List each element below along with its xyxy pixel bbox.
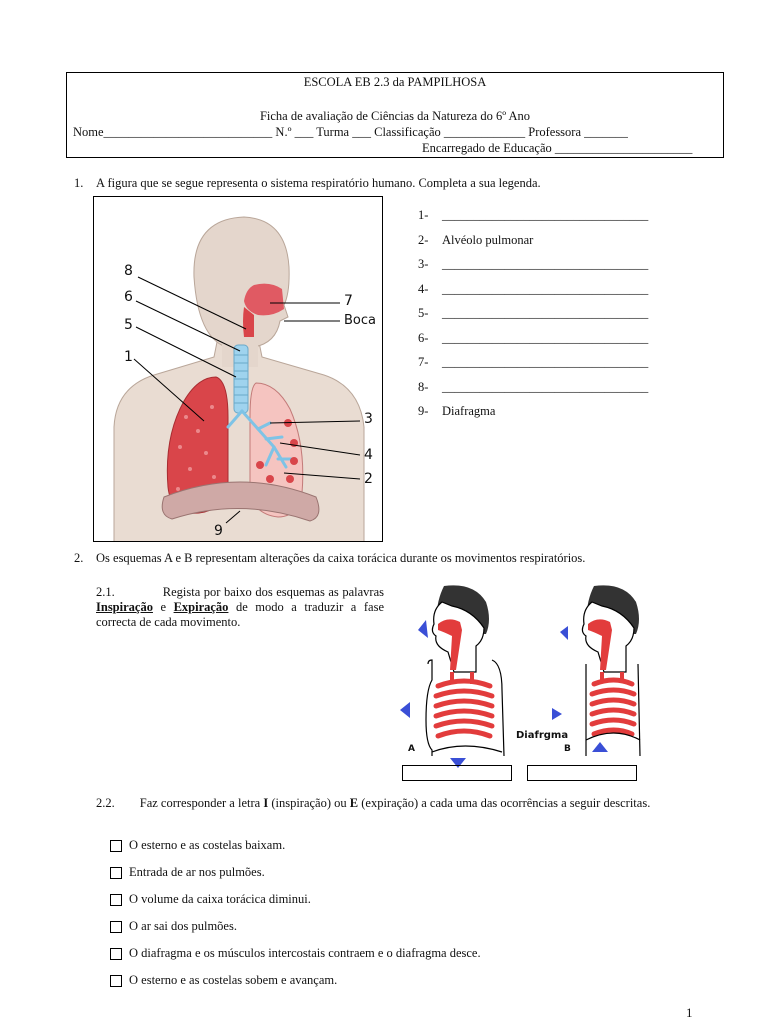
diagram-a-label: A <box>408 744 415 754</box>
checklist-item <box>110 919 237 934</box>
question-2-1-text-b: de modo a traduzir a fase correcta de cada movimento. <box>96 600 384 629</box>
legend-answer-line[interactable]: _________________________________ <box>442 281 649 296</box>
legend-answer-text: Alvéolo pulmonar <box>442 232 534 247</box>
figure-label-2: 2 <box>364 471 373 487</box>
header-box <box>66 72 724 158</box>
word-expiracao: Expiração <box>173 600 229 614</box>
legend-row <box>418 331 678 356</box>
diagram-a <box>400 585 504 768</box>
question-1-text: A figura que se segue representa o sistema respiratório humano. Completa a sua legenda. <box>96 176 541 190</box>
figure-label-8: 8 <box>124 263 133 279</box>
checklist-item <box>110 892 311 907</box>
figure-label-5: 5 <box>124 317 133 333</box>
legend-answer-line[interactable]: _________________________________ <box>442 208 649 222</box>
checklist-item <box>110 838 285 853</box>
figure-label-4: 4 <box>364 447 373 463</box>
legend-row <box>418 233 678 258</box>
question-2-1-number: 2.1. <box>96 585 115 599</box>
checkbox[interactable] <box>110 921 122 933</box>
legend-row <box>418 355 678 380</box>
figure-label-3: 3 <box>364 411 373 427</box>
legend-row <box>418 380 678 405</box>
checklist-item <box>110 946 481 961</box>
figure-label-7: 7 <box>344 293 353 309</box>
figure-label-6: 6 <box>124 289 133 305</box>
question-2-1-text-a: Regista por baixo dos esquemas as palavras <box>162 585 384 599</box>
legend-row <box>418 282 678 307</box>
answer-box-b[interactable] <box>527 765 637 781</box>
legend-number: 1- <box>418 208 429 222</box>
legend-answer-text: Diafragma <box>442 404 496 418</box>
question-2-2 <box>96 796 694 811</box>
breathing-diagrams-illustration <box>392 580 652 784</box>
legend-number: 8- <box>418 379 429 394</box>
checkbox[interactable] <box>110 975 122 987</box>
legend-answer-line[interactable]: _________________________________ <box>442 355 649 369</box>
legend-number: 9- <box>418 404 429 418</box>
diagram-b-label: B <box>564 744 571 754</box>
question-2-1 <box>96 585 384 630</box>
question-2-2-number: 2.2. <box>96 796 115 810</box>
page-number: 1 <box>686 1005 693 1020</box>
student-fields-line: Nome___________________________ N.º ___ Turma ___ Classificação _____________ Professora _______ <box>73 125 628 139</box>
legend-number: 4- <box>418 281 429 296</box>
figure-label-boca: Boca <box>344 313 376 328</box>
question-2-2-text-a: Faz corresponder a letra <box>139 796 264 810</box>
question-2-2-text-c: (expiração) a cada uma das ocorrências a seguir descritas. <box>358 796 651 810</box>
checklist-item-text: O volume da caixa torácica diminui. <box>129 892 311 906</box>
legend-answer-line[interactable]: _________________________________ <box>442 257 649 271</box>
answer-box-a[interactable] <box>402 765 512 781</box>
question-2-2-text-b: (inspiração) ou <box>268 796 350 810</box>
legend-answer-line[interactable]: _________________________________ <box>442 379 649 394</box>
connector-text: e <box>152 600 174 614</box>
legend-number: 6- <box>418 330 429 345</box>
guardian-line: Encarregado de Educação ______________________ <box>422 141 693 155</box>
checklist-item-text: Entrada de ar nos pulmões. <box>129 865 265 879</box>
legend-row <box>418 208 678 233</box>
checklist-item-text: O esterno e as costelas baixam. <box>129 838 286 852</box>
breathing-diagrams <box>392 580 652 784</box>
legend-number: 3- <box>418 257 429 271</box>
legend-number: 2- <box>418 232 429 247</box>
diaphragm-label: Diafrgma <box>516 730 569 741</box>
legend-row <box>418 404 678 429</box>
checklist-item-text: O diafragma e os músculos intercostais contraem e o diafragma desce. <box>129 946 481 960</box>
school-name: ESCOLA EB 2.3 da PAMPILHOSA <box>303 75 487 89</box>
checklist-item <box>110 973 337 988</box>
legend-row <box>418 257 678 282</box>
word-inspiracao: Inspiração <box>96 600 153 614</box>
legend-number: 5- <box>418 306 429 320</box>
checkbox[interactable] <box>110 867 122 879</box>
question-2-text: Os esquemas A e B representam alterações da caixa torácica durante os movimentos respiratórios. <box>96 551 586 565</box>
checklist-item-text: O esterno e as costelas sobem e avançam. <box>129 973 338 987</box>
checkbox[interactable] <box>110 894 122 906</box>
checkbox[interactable] <box>110 840 122 852</box>
question-2-number: 2. <box>74 551 84 565</box>
letter-e: E <box>349 796 359 810</box>
checkbox[interactable] <box>110 948 122 960</box>
figure-label-1: 1 <box>124 349 133 365</box>
figure-label-9: 9 <box>214 523 223 539</box>
figure-legend <box>418 208 678 429</box>
sheet-title: Ficha de avaliação de Ciências da Natureza do 6º Ano <box>259 109 531 123</box>
legend-number: 7- <box>418 355 429 369</box>
respiratory-system-illustration <box>94 197 383 542</box>
checklist-item-text: O ar sai dos pulmões. <box>129 919 237 933</box>
letter-i: I <box>263 796 269 810</box>
legend-row <box>418 306 678 331</box>
respiratory-system-figure <box>93 196 383 542</box>
legend-answer-line[interactable]: _________________________________ <box>442 330 649 345</box>
legend-answer-line[interactable]: _________________________________ <box>442 306 649 320</box>
checklist-item <box>110 865 265 880</box>
question-1-number: 1. <box>74 176 84 190</box>
